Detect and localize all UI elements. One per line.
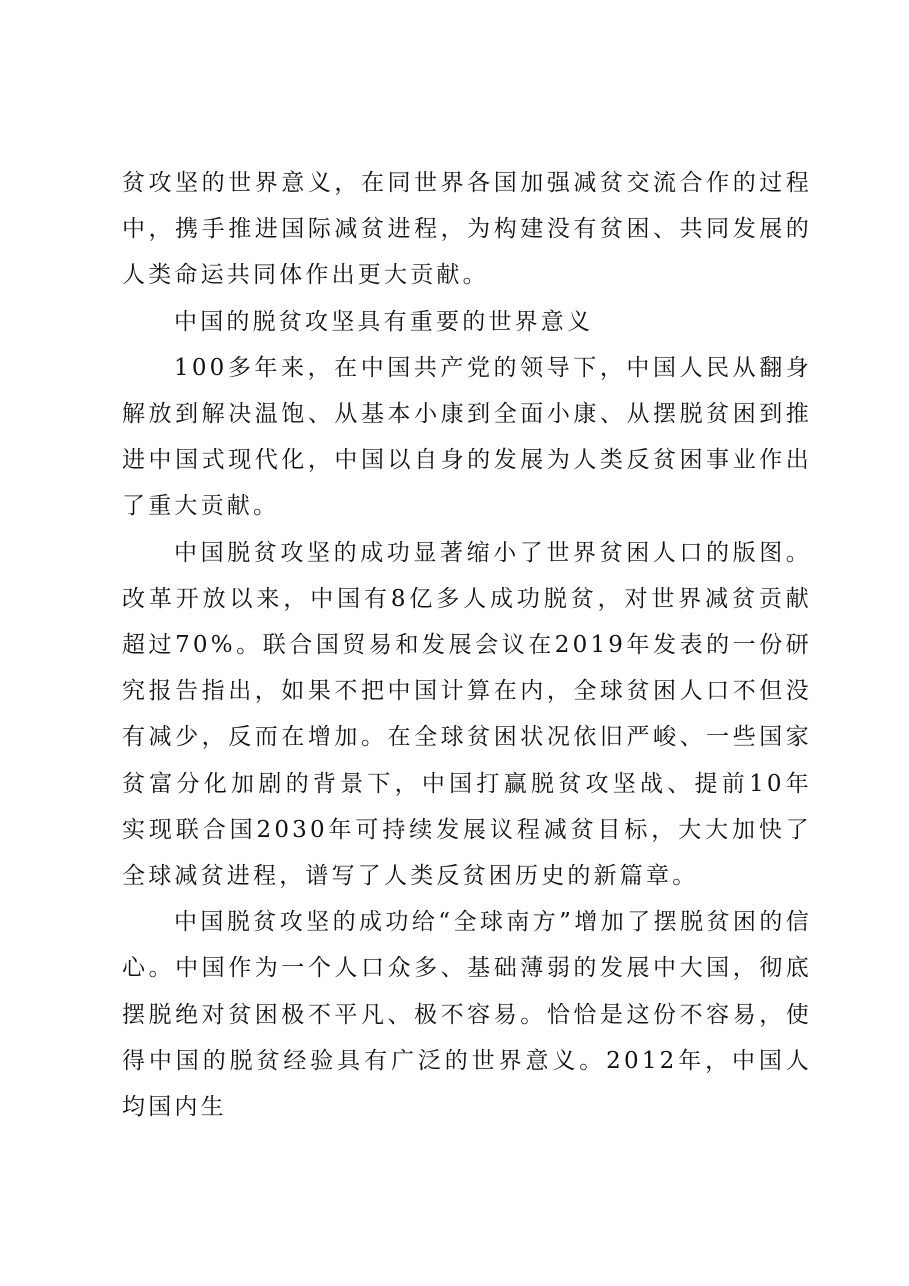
paragraph-history: 100多年来，在中国共产党的领导下，中国人民从翻身解放到解决温饱、从基本小康到全面小康、从摆脱贫困到推进中国式现代化，中国以自身的发展为人类反贫困事业作出了重大贡献。 [122,354,812,520]
paragraph-continuation: 贫攻坚的世界意义，在同世界各国加强减贫交流合作的过程中，携手推进国际减贫进程，为构建没有贫困、共同发展的人类命运共同体作出更大贡献。 [122,170,812,289]
document-body [122,160,812,1130]
section-heading: 中国的脱贫攻坚具有重要的世界意义 [174,308,594,335]
paragraph-poverty-map: 中国脱贫攻坚的成功显著缩小了世界贫困人口的版图。改革开放以来，中国有8亿多人成功脱贫，对世界减贫贡献超过70%。联合国贸易和发展会议在2019年发表的一份研究报告指出，如果不把中国计算在内，全球贫困人口不但没有减少，反而在增加。在全球贫困状况依旧严峻、一些国家贫富分化加剧的背景下，中国打赢脱贫攻坚战、提前10年实现联合国2030年可持续发展议程减贫目标，大大加快了全球减贫进程，谱写了人类反贫困历史的新篇章。 [122,539,812,890]
paragraph-global-south: 中国脱贫攻坚的成功给“全球南方”增加了摆脱贫困的信心。中国作为一个人口众多、基础薄弱的发展中大国，彻底摆脱绝对贫困极不平凡、极不容易。恰恰是这份不容易，使得中国的脱贫经验具有广泛的世界意义。2012年，中国人均国内生 [122,909,812,1121]
